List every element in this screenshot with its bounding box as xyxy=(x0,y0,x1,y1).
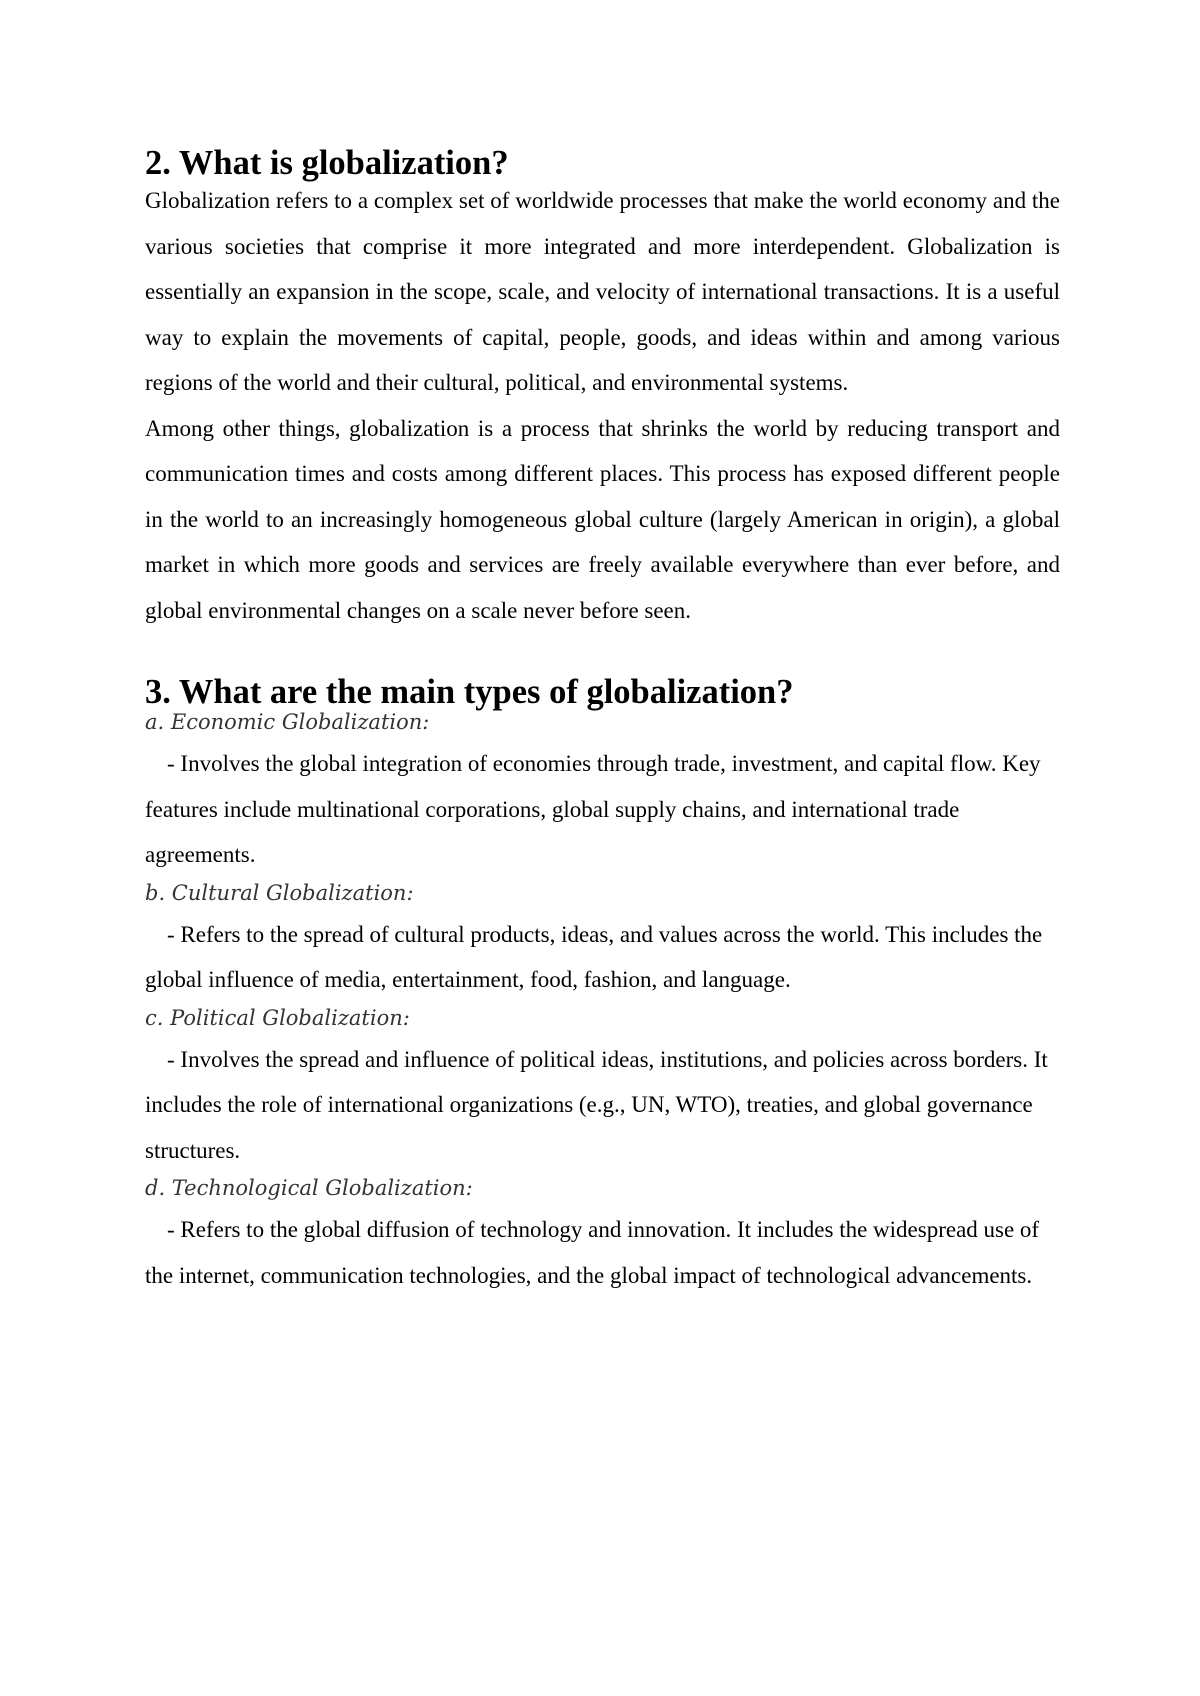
type-economic xyxy=(145,707,1060,878)
type-description: - Refers to the global diffusion of technology and innovation. It includes the widespread use of the internet, communication technologies, and the global impact of technological advancements. xyxy=(145,1217,1040,1288)
section-2-paragraph-2: Among other things, globalization is a process that shrinks the world by reducing transport and communication times and costs among different places. This process has exposed different people in the world to an increasingly homogeneous global culture (largely American in origin), a global market in which more goods and services are freely available everywhere than ever before, and global environmental changes on a scale never before seen. xyxy=(145,415,1060,623)
section-2-paragraph-1: Globalization refers to a complex set of worldwide processes that make the world economy and the various societies that comprise it more integrated and more interdependent. Globalization is essentially an expansion in the scope, scale, and velocity of international transactions. It is a useful way to explain the movements of capital, people, goods, and ideas within and among various regions of the world and their cultural, political, and environmental systems. xyxy=(145,188,1060,395)
section-spacer xyxy=(145,633,1060,677)
type-description: - Involves the spread and influence of political ideas, institutions, and policies across borders. It includes the role of international organizations (e.g., UN, WTO), treaties, and global governance structures. xyxy=(145,1046,1048,1163)
type-cultural xyxy=(145,878,1060,1003)
type-description: - Refers to the spread of cultural products, ideas, and values across the world. This includes the global influence of media, entertainment, food, fashion, and language. xyxy=(145,921,1043,992)
type-description: - Involves the global integration of economies through trade, investment, and capital flow. Key features include multinational corporations, global supply chains, and international trade agreements. xyxy=(145,751,1041,867)
section-3-heading: 3. What are the main types of globalization? xyxy=(145,673,794,711)
section-2-heading: 2. What is globalization? xyxy=(145,144,509,182)
type-label: b. Cultural Globalization: xyxy=(145,880,414,905)
document-page xyxy=(145,144,1060,1298)
type-technological xyxy=(145,1173,1060,1298)
type-political xyxy=(145,1003,1060,1174)
type-label: d. Technological Globalization: xyxy=(145,1176,473,1200)
type-label: a. Economic Globalization: xyxy=(145,710,430,734)
type-label: c. Political Globalization: xyxy=(145,1005,410,1030)
